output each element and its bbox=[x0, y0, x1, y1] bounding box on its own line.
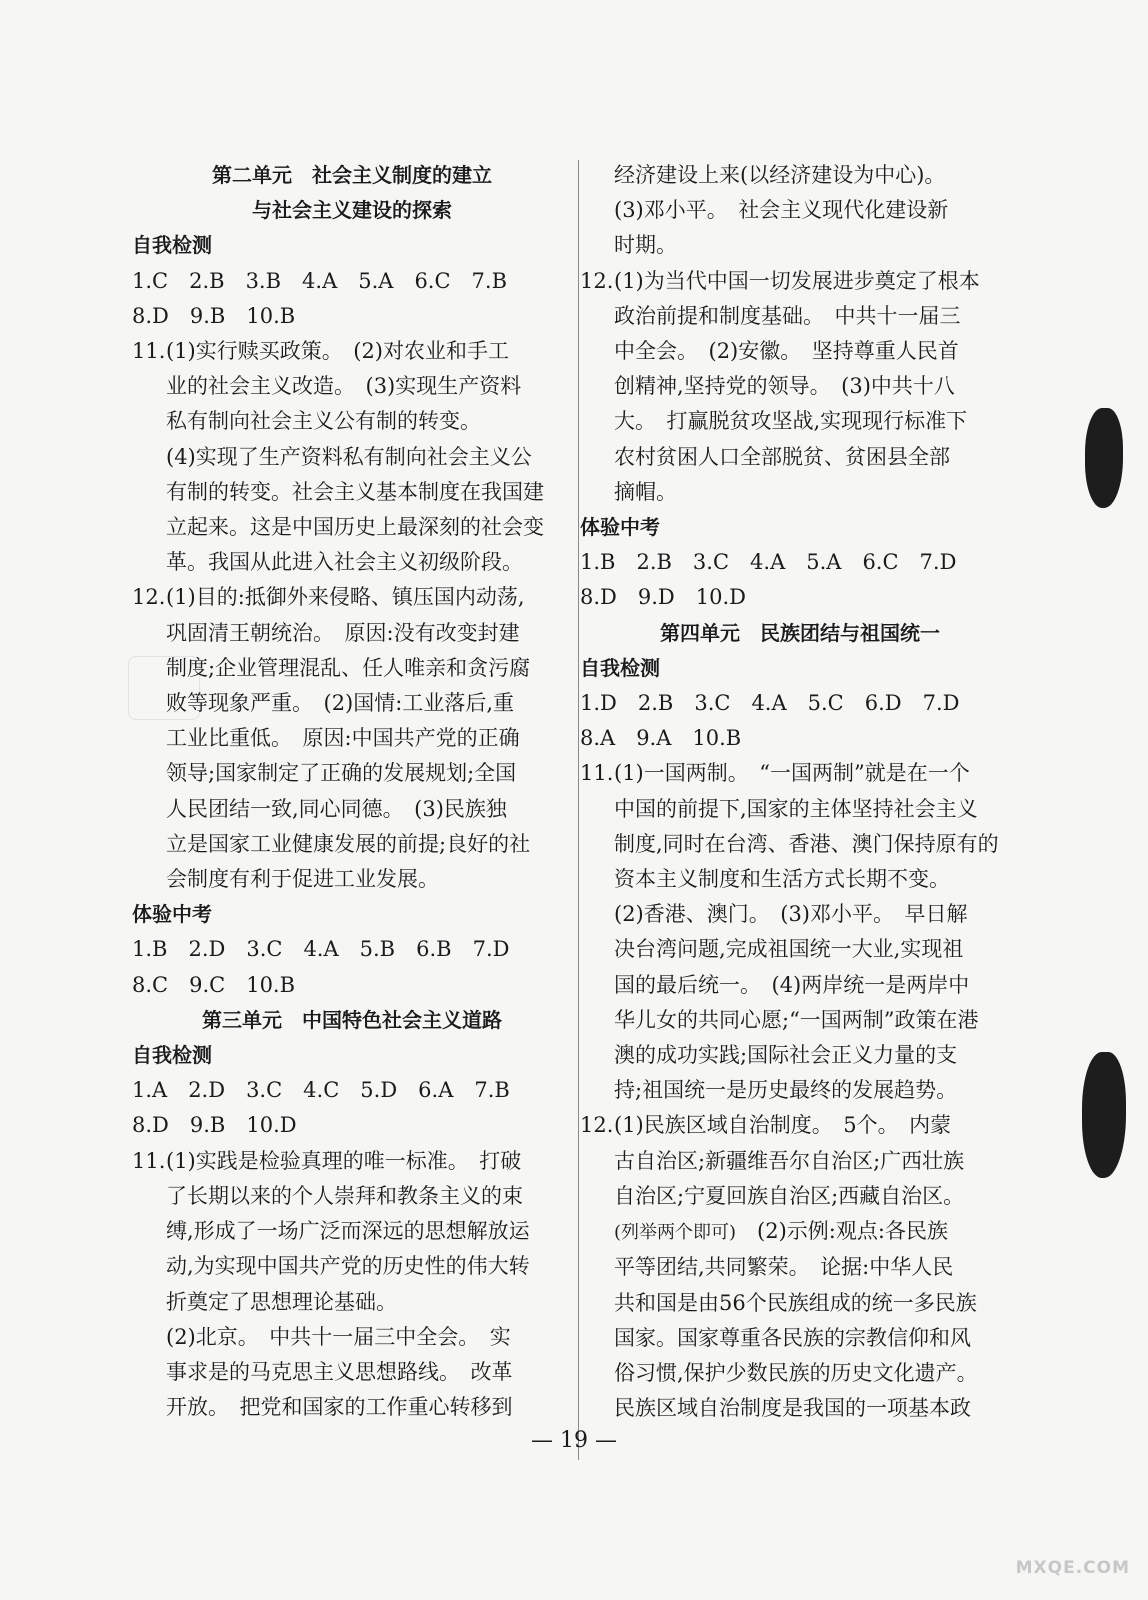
unit4-title: 第四单元 民族团结与祖国统一 bbox=[660, 620, 940, 645]
answer-text-line: 国家。国家尊重各民族的宗教信仰和风 bbox=[614, 1325, 971, 1350]
answer-text-line: 自治区;宁夏回族自治区;西藏自治区。 bbox=[614, 1183, 965, 1208]
answer-text-line: 有制的转变。社会主义基本制度在我国建 bbox=[166, 479, 544, 504]
self-check-heading: 自我检测 bbox=[132, 1043, 212, 1068]
answer-text-line: 制度;企业管理混乱、任人唯亲和贪污腐 bbox=[166, 655, 531, 680]
unit2-title-line1: 第二单元 社会主义制度的建立 bbox=[212, 163, 492, 187]
left-column bbox=[132, 158, 572, 1425]
answer-text-line: 缚,形成了一场广泛而深远的思想解放运 bbox=[166, 1219, 530, 1244]
question-12 bbox=[580, 264, 1020, 510]
answer-text-line: 败等现象严重。 (2)国情:工业落后,重 bbox=[166, 691, 514, 716]
answer-text-line: 经济建设上来(以经济建设为中心)。 bbox=[614, 163, 946, 187]
self-check-heading: 自我检测 bbox=[580, 655, 660, 680]
answer-text-line: 革。我国从此进入社会主义初级阶段。 bbox=[166, 550, 523, 575]
unit3-title: 第三单元 中国特色社会主义道路 bbox=[202, 1007, 502, 1032]
answer-text-line: 政治前提和制度基础。 中共十一届三 bbox=[614, 303, 961, 328]
question-number: 12. bbox=[580, 268, 614, 293]
answer-line: 8.D 9.B 10.D bbox=[132, 1113, 297, 1138]
question-11 bbox=[132, 1144, 572, 1426]
unit2-title-line2: 与社会主义建设的探索 bbox=[252, 198, 452, 223]
answer-text-line: 人民团结一致,同心同德。 (3)民族独 bbox=[166, 796, 507, 821]
self-check-heading: 自我检测 bbox=[132, 233, 212, 258]
answer-text-line: 业的社会主义改造。 (3)实现生产资料 bbox=[166, 374, 522, 399]
answer-text-line: 华儿女的共同心愿;“一国两制”政策在港 bbox=[614, 1007, 979, 1032]
small-note: (列举两个即可) bbox=[614, 1222, 737, 1244]
answer-text-line: 制度,同时在台湾、香港、澳门保持原有的 bbox=[614, 831, 999, 856]
question-number: 11. bbox=[132, 1148, 166, 1173]
answer-text-line: 时期。 bbox=[614, 233, 677, 258]
answer-line: 1.B 2.B 3.C 4.A 5.A 6.C 7.D bbox=[580, 550, 957, 575]
answer-text-line: 领导;国家制定了正确的发展规划;全国 bbox=[166, 761, 517, 786]
answer-text-line: 资本主义制度和生活方式长期不变。 bbox=[614, 867, 950, 892]
answer-text-span: (2)示例:观点:各民族 bbox=[736, 1219, 948, 1244]
exam-heading: 体验中考 bbox=[132, 902, 212, 927]
answer-text-line: 会制度有利于促进工业发展。 bbox=[166, 867, 439, 892]
question-11 bbox=[580, 756, 1020, 1108]
answer-text-line: 巩固清王朝统治。 原因:没有改变封建 bbox=[166, 620, 520, 645]
answer-text-line: 工业比重低。 原因:中国共产党的正确 bbox=[166, 726, 520, 751]
answer-text-line: 动,为实现中国共产党的历史性的伟大转 bbox=[166, 1254, 530, 1279]
answer-text-line: 中国的前提下,国家的主体坚持社会主义 bbox=[614, 796, 978, 821]
answer-text-line: 开放。 把党和国家的工作重心转移到 bbox=[166, 1395, 513, 1420]
answer-text-line: (2)香港、澳门。 (3)邓小平。 早日解 bbox=[614, 902, 968, 927]
answer-text-line bbox=[614, 1214, 1020, 1250]
answer-line: 8.C 9.C 10.B bbox=[132, 972, 296, 997]
answer-text-line: 创精神,坚持党的领导。 (3)中共十八 bbox=[614, 374, 955, 399]
answer-text-line: 国的最后统一。 (4)两岸统一是两岸中 bbox=[614, 972, 970, 997]
answer-text-line: (1)一国两制。 “一国两制”就是在一个 bbox=[614, 761, 970, 786]
column-divider bbox=[578, 160, 579, 1460]
answer-text-line: 了长期以来的个人崇拜和教条主义的束 bbox=[166, 1183, 523, 1208]
answer-text-line: 事求是的马克思主义思想路线。 改革 bbox=[166, 1359, 513, 1384]
edge-blot-lower bbox=[1082, 1052, 1126, 1178]
question-number: 11. bbox=[132, 339, 166, 364]
answer-line: 1.B 2.D 3.C 4.A 5.B 6.B 7.D bbox=[132, 937, 510, 962]
question-number: 12. bbox=[132, 585, 166, 610]
question-number: 12. bbox=[580, 1113, 614, 1138]
answer-text-line: 共和国是由56个民族组成的统一多民族 bbox=[614, 1290, 977, 1315]
right-column bbox=[580, 158, 1020, 1426]
answer-line: 8.D 9.D 10.D bbox=[580, 585, 746, 610]
exam-heading: 体验中考 bbox=[580, 515, 660, 540]
answer-text-line: 平等团结,共同繁荣。 论据:中华人民 bbox=[614, 1255, 954, 1280]
answer-text-line: 私有制向社会主义公有制的转变。 bbox=[166, 409, 481, 434]
answer-text-line: (1)民族区域自治制度。 5个。 内蒙 bbox=[614, 1113, 952, 1138]
question-12 bbox=[132, 580, 572, 897]
answer-line: 8.D 9.B 10.B bbox=[132, 303, 296, 328]
answer-text-line: 摘帽。 bbox=[614, 479, 677, 504]
answer-text-line: (1)目的:抵御外来侵略、镇压国内动荡, bbox=[166, 585, 525, 610]
answer-text-line: 决台湾问题,完成祖国统一大业,实现祖 bbox=[614, 937, 964, 962]
answer-line: 1.D 2.B 3.C 4.A 5.C 6.D 7.D bbox=[580, 691, 960, 716]
answer-text-line: (1)实行赎买政策。 (2)对农业和手工 bbox=[166, 339, 509, 364]
answer-text-line: (3)邓小平。 社会主义现代化建设新 bbox=[614, 198, 949, 223]
site-watermark: MXQE.COM bbox=[1015, 1558, 1130, 1578]
answer-text-line: (1)为当代中国一切发展进步奠定了根本 bbox=[614, 268, 980, 293]
answer-text-line: 立是国家工业健康发展的前提;良好的社 bbox=[166, 831, 531, 856]
question-number: 11. bbox=[580, 761, 614, 786]
answer-text-line: (1)实践是检验真理的唯一标准。 打破 bbox=[166, 1148, 522, 1173]
answer-text-line: 大。 打赢脱贫攻坚战,实现现行标准下 bbox=[614, 409, 968, 434]
answer-text-line: 古自治区;新疆维吾尔自治区;广西壮族 bbox=[614, 1148, 965, 1173]
question-11 bbox=[132, 334, 572, 580]
page-number: — 19 — bbox=[531, 1428, 617, 1453]
answer-text-line: 立起来。这是中国历史上最深刻的社会变 bbox=[166, 515, 544, 540]
answer-text-line: 澳的成功实践;国际社会正义力量的支 bbox=[614, 1043, 958, 1068]
answer-text-line: (2)北京。 中共十一届三中全会。 实 bbox=[166, 1324, 511, 1349]
answer-line: 8.A 9.A 10.B bbox=[580, 726, 742, 751]
answer-text-line: 折奠定了思想理论基础。 bbox=[166, 1289, 397, 1314]
answer-line: 1.A 2.D 3.C 4.C 5.D 6.A 7.B bbox=[132, 1078, 510, 1103]
answer-text-line: 农村贫困人口全部脱贫、贫困县全部 bbox=[614, 444, 950, 469]
answer-text-line: 中全会。 (2)安徽。 坚持尊重人民首 bbox=[614, 339, 959, 364]
answer-text-line: 俗习惯,保护少数民族的历史文化遗产。 bbox=[614, 1360, 978, 1385]
question-12 bbox=[580, 1108, 1020, 1426]
answer-line: 1.C 2.B 3.B 4.A 5.A 6.C 7.B bbox=[132, 268, 508, 293]
edge-blot-upper bbox=[1085, 408, 1123, 508]
answer-text-line: (4)实现了生产资料私有制向社会主义公 bbox=[166, 444, 532, 469]
answer-text-line: 民族区域自治制度是我国的一项基本政 bbox=[614, 1396, 971, 1421]
answer-text-line: 持;祖国统一是历史最终的发展趋势。 bbox=[614, 1078, 958, 1103]
